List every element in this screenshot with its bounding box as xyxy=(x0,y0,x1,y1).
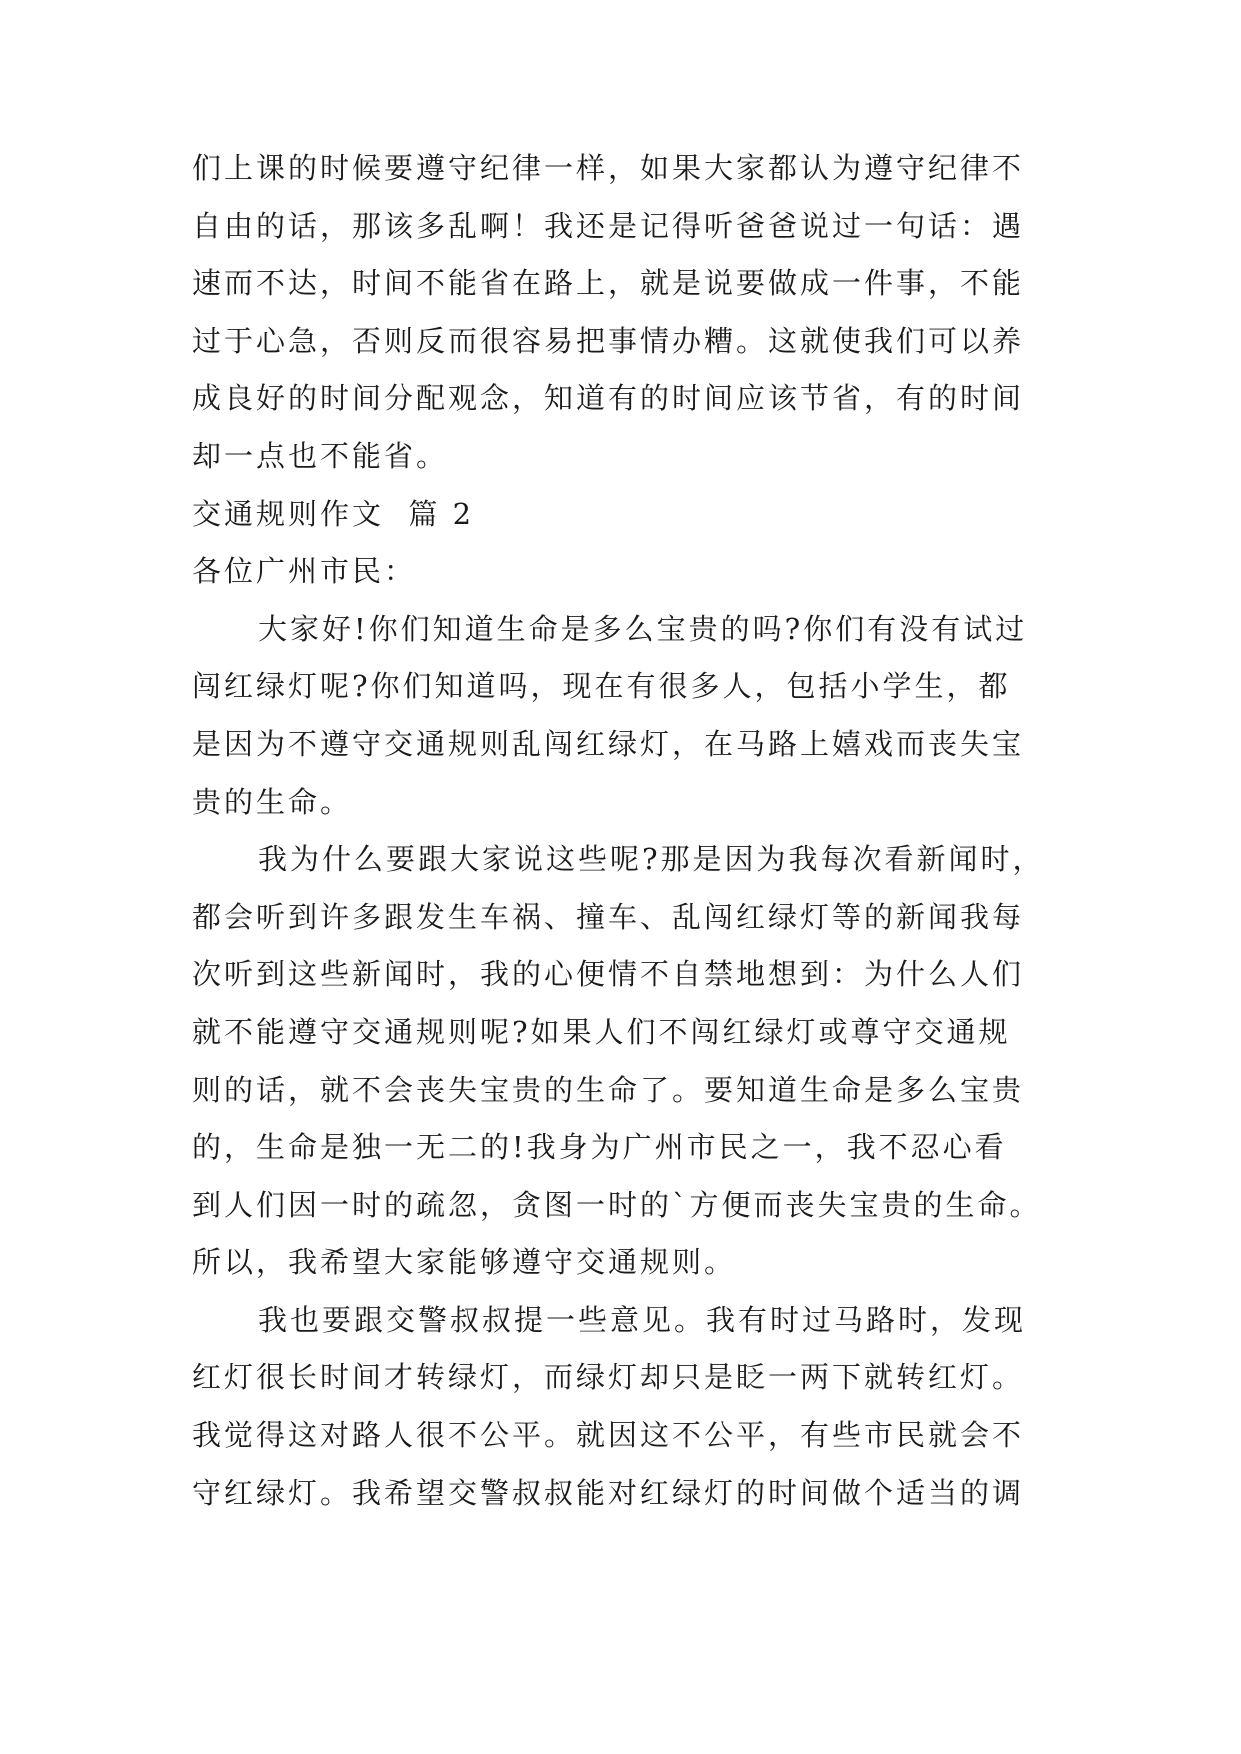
paragraph-1 xyxy=(192,601,1060,831)
document-body xyxy=(192,140,1060,1522)
text-line: 我觉得这对路人很不公平。就因这不公平，有些市民就会不 xyxy=(192,1418,1025,1453)
text-line: 速而不达，时间不能省在路上，就是说要做成一件事，不能 xyxy=(192,266,1025,301)
text-line: 贵的生命。 xyxy=(192,784,353,819)
paragraph-3 xyxy=(192,1292,1060,1522)
text-line: 到人们因一时的疏忽，贪图一时的`方便而丧失宝贵的生命。 xyxy=(192,1187,1042,1222)
text-line: 的，生命是独一无二的!我身为广州市民之一，我不忍心看 xyxy=(192,1130,1007,1165)
salutation: 各位广州市民： xyxy=(192,554,417,589)
text-line: 我也要跟交警叔叔提一些意见。我有时过马路时，发现 xyxy=(258,1302,1027,1337)
text-line: 红灯很长时间才转绿灯，而绿灯却只是眨一两下就转红灯。 xyxy=(192,1360,1025,1395)
text-line: 所以，我希望大家能够遵守交通规则。 xyxy=(192,1245,737,1280)
paragraph-2 xyxy=(192,831,1060,1292)
text-line: 我为什么要跟大家说这些呢?那是因为我每次看新闻时， xyxy=(258,842,1045,877)
continuation-paragraph xyxy=(192,140,1060,486)
text-line: 过于心急，否则反而很容易把事情办糟。这就使我们可以养 xyxy=(192,323,1025,358)
section-title: 交通规则作文 篇 2 xyxy=(192,496,475,531)
text-line: 自由的话，那该多乱啊！我还是记得听爸爸说过一句话：遇 xyxy=(192,208,1025,243)
text-line: 都会听到许多跟发生车祸、撞车、乱闯红绿灯等的新闻我每 xyxy=(192,899,1025,934)
text-line: 们上课的时候要遵守纪律一样，如果大家都认为遵守纪律不 xyxy=(192,151,1025,185)
text-line: 大家好!你们知道生命是多么宝贵的吗?你们有没有试过 xyxy=(258,611,1028,646)
text-line: 闯红绿灯呢?你们知道吗，现在有很多人，包括小学生，都 xyxy=(192,669,1011,704)
text-line: 成良好的时间分配观念，知道有的时间应该节省，有的时间 xyxy=(192,381,1025,416)
text-line: 是因为不遵守交通规则乱闯红绿灯，在马路上嬉戏而丧失宝 xyxy=(192,726,1025,761)
text-line: 则的话，就不会丧失宝贵的生命了。要知道生命是多么宝贵 xyxy=(192,1072,1025,1107)
text-line: 次听到这些新闻时，我的心便情不自禁地想到：为什么人们 xyxy=(192,957,1025,992)
text-line: 却一点也不能省。 xyxy=(192,438,449,473)
text-line: 守红绿灯。我希望交警叔叔能对红绿灯的时间做个适当的调 xyxy=(192,1475,1025,1510)
text-line: 就不能遵守交通规则呢?如果人们不闯红绿灯或尊守交通规 xyxy=(192,1014,1011,1049)
